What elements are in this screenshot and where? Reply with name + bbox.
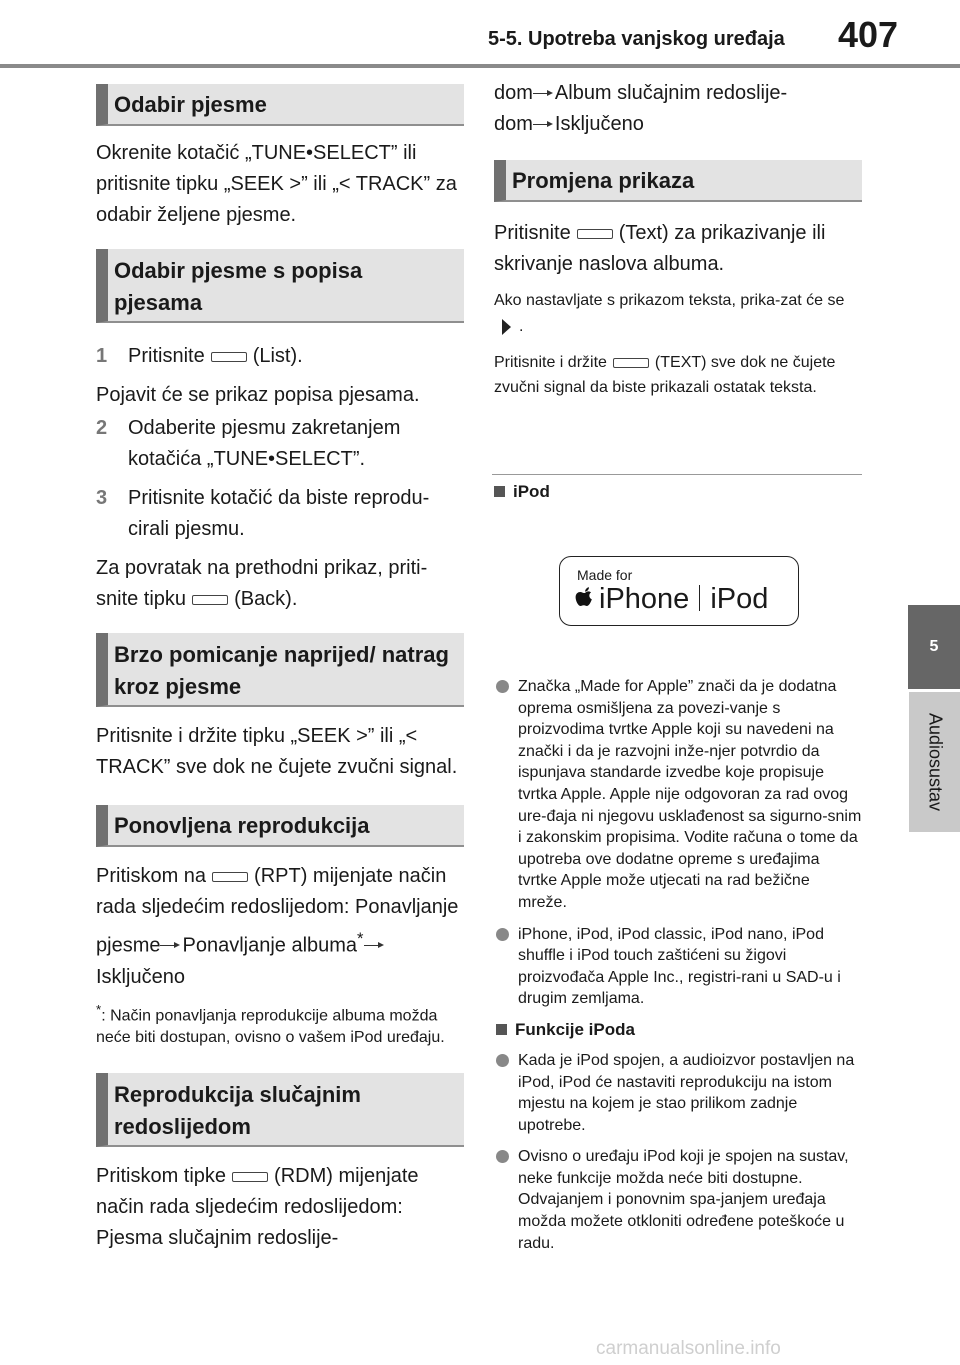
chapter-tab-label (909, 692, 960, 832)
heading-display-change: Promjena prikaza (494, 160, 862, 202)
arrow-icon (160, 941, 182, 951)
repeat-text-a: Pritiskom na (96, 865, 207, 887)
badge-row (575, 583, 768, 616)
page-number: 407 (838, 14, 899, 55)
bullet-dot-icon (496, 1054, 509, 1067)
bullet-1-text: Značka „Made for Apple” znači da je dodatna oprema osmišljena za povezi-vanje s proizvodima tvrtke Apple koji su navedeni na znački i da je razvojni inže-njer potvrdio da ispunjava standarde izvedbe koje propisuje tvrtka Apple. Apple nije odgovoran za rad ovog ure-đaja ni njegovu usklađenost sa sigurno-snim i zakonskim propisima. Vodite računa o tome da upotreba ove dodatne opreme s uređajima tvrtke Apple može utjecati na rad bežične mreže. (518, 678, 862, 911)
made-for-iphone-ipod-badge (559, 556, 799, 626)
step-2-text: Odaberite pjesmu zakretanjem kotačića „TUNE•SELECT”. (128, 417, 401, 470)
bullet-dot-icon (496, 680, 509, 693)
song-select-text: Okrenite kotačić „TUNE•SELECT” ili pritisnite tipku „SEEK >” ili „< TRACK” za odabir željene pjesme. (96, 142, 457, 226)
footnote-mark: * (96, 1001, 102, 1017)
continue-text-note (494, 288, 862, 340)
apple-logo-icon (575, 586, 595, 610)
display-text-a: Pritisnite (494, 222, 571, 244)
functions-heading (496, 1020, 862, 1040)
chapter-tab-number: 5 (908, 605, 960, 689)
random-text-b: (RDM) mijenjate način rada sljedećim redoslijedom: Pjesma slučajnim redoslije- (96, 1164, 419, 1249)
cont-c: dom (494, 113, 533, 135)
display-change-text (494, 218, 862, 280)
hold-text-note (494, 350, 862, 400)
small1-b: . (519, 318, 524, 335)
step-2 (96, 413, 464, 475)
badge-iphone: iPhone (599, 583, 690, 615)
bullet-2-text: iPhone, iPod, iPod classic, iPod nano, iPod shuffle i iPod touch zaštićeni su žigovi proizvođača Apple Inc., registri-rani u SAD-u i drugim zemljama. (518, 925, 841, 1008)
heading-repeat: Ponovljena reprodukcija (96, 805, 464, 847)
ipod-heading (494, 482, 550, 502)
footnote-text: : Način ponavljanja reprodukcije albuma možda neće biti dostupan, ovisno o vašem iPod uređaju. (96, 1006, 445, 1046)
bullet-3-text: Kada je iPod spojen, a audioizvor postavljen na iPod, iPod će nastaviti reprodukciju na istom mjestu na kojem je stao prilikom zadnje upotrebe. (518, 1051, 855, 1134)
heading-random: Reprodukcija slučajnim redoslijedom (96, 1073, 464, 1147)
step-1-text-a: Pritisnite (128, 345, 205, 367)
bullet-made-for-apple (496, 676, 862, 914)
bullet-4-text: Ovisno o uređaju iPod koji je spojen na sustav, neke funkcije možda neće biti dostupne. Odvajanjem i ponovnim spa-janjem uređaja možda možete otkloniti određene poteškoće u radu. (518, 1148, 849, 1252)
back-text-b: (Back). (234, 588, 298, 610)
badge-separator (699, 585, 700, 611)
repeat-text-d: Isključeno (96, 965, 185, 988)
repeat-text-c: Ponavljanje albuma (182, 934, 358, 957)
step-3-number: 3 (96, 487, 108, 509)
badge-made-for: Made for (577, 567, 633, 583)
small2-b: (TEXT) sve dok ne čujete zvučni signal da biste prikazali ostatak teksta. (494, 354, 836, 396)
square-bullet-icon (496, 1024, 507, 1035)
display-text-b: (Text) za prikazivanje ili skrivanje naslova albuma. (494, 222, 826, 275)
arrow-icon (364, 941, 386, 951)
random-continued (494, 78, 862, 140)
ipod-bullets (496, 676, 862, 1254)
back-text (96, 553, 464, 615)
bullet-trademarks (496, 924, 862, 1010)
header-rule (0, 64, 960, 68)
rpt-button-icon (212, 872, 248, 882)
right-column (494, 78, 862, 400)
small1-a: Ako nastavljate s prikazom teksta, prika-zat će se (494, 292, 845, 309)
square-bullet-icon (494, 486, 505, 497)
repeat-footnote (96, 999, 464, 1049)
random-text-a: Pritiskom tipke (96, 1164, 227, 1187)
text-hold-button-icon (613, 358, 649, 368)
heading-song-list: Odabir pjesme s popisa pjesama (96, 249, 464, 323)
watermark: carmanualsonline.info (596, 1338, 781, 1359)
badge-ipod: iPod (710, 583, 769, 615)
ipod-heading-text: iPod (513, 482, 550, 501)
bullet-resume (496, 1050, 862, 1136)
arrow-icon (533, 89, 555, 99)
cont-d: Isključeno (554, 113, 644, 135)
list-shown-text: Pojavit će se prikaz popisa pjesama. (96, 384, 420, 406)
cont-b: Album slučajnim redoslije- (554, 82, 788, 104)
rdm-button-icon (232, 1172, 268, 1182)
text-button-icon (577, 229, 613, 239)
fast-forward-text: Pritisnite i držite tipku „SEEK >” ili „< TRACK” sve dok ne čujete zvučni signal. (96, 725, 458, 778)
left-column (96, 84, 464, 1254)
small2-a: Pritisnite i držite (494, 354, 607, 371)
step-3 (96, 483, 464, 545)
random-text (96, 1161, 464, 1254)
step-1 (96, 341, 464, 372)
step-1-number: 1 (96, 345, 108, 367)
heading-song-select: Odabir pjesme (96, 84, 464, 126)
step-2-number: 2 (96, 417, 108, 439)
back-text-a: Za povratak na prethodni prikaz, priti-snite tipku (96, 557, 428, 610)
repeat-text (96, 861, 464, 993)
step-1-text-b: (List). (252, 345, 303, 367)
heading-fast-forward: Brzo pomicanje naprijed/ natrag kroz pjesme (96, 633, 464, 707)
cont-a: dom (494, 82, 533, 104)
arrow-icon (533, 120, 555, 130)
footnote-star: * (357, 929, 364, 948)
functions-heading-text: Funkcije iPoda (515, 1019, 635, 1039)
play-arrow-icon (502, 319, 511, 335)
repeat-text-b: (RPT) mijenjate način rada sljedećim redoslijedom: Ponavljanje pjesme (96, 865, 459, 957)
back-button-icon (192, 595, 228, 605)
bullet-dot-icon (496, 1150, 509, 1163)
bullet-compatibility (496, 1146, 862, 1254)
step-3-text: Pritisnite kotačić da biste reprodu-cirali pjesmu. (128, 487, 430, 540)
list-button-icon (211, 352, 247, 362)
bullet-dot-icon (496, 928, 509, 941)
chapter-label-text: Audiosustav (925, 712, 946, 812)
section-divider (492, 474, 862, 475)
section-title: 5-5. Upotreba vanjskog uređaja (488, 28, 785, 50)
